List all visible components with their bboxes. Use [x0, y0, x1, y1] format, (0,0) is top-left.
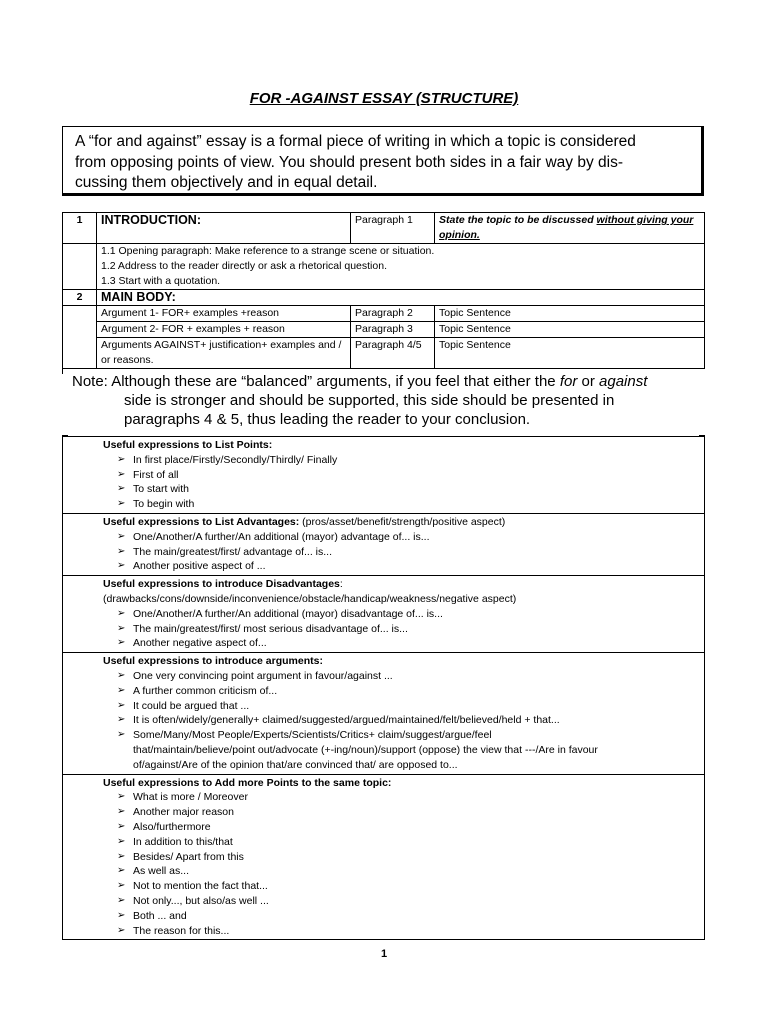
main-body-number: 2 — [63, 290, 97, 306]
argument-2: Argument 2- FOR + examples + reason — [97, 322, 351, 338]
argument-3-note: Topic Sentence — [435, 338, 705, 369]
list-item: ➢ As well as... — [133, 864, 698, 879]
arguments-list — [103, 669, 698, 743]
definition-line-3: cussing them objectively and in equal detail. — [75, 174, 378, 191]
structure-table — [62, 212, 705, 369]
main-body-heading: MAIN BODY: — [97, 290, 705, 306]
arguments-continuation-1: that/maintain/believe/point out/advocate (+-ing/noun)/support (oppose) the view that ---/Are in favour — [133, 743, 598, 756]
list-item: ➢ Besides/ Apart from this — [133, 850, 698, 865]
definition-line-2: from opposing points of view. You should present both sides in a fair way by dis- — [75, 153, 623, 171]
list-item: ➢ Not only..., but also/as well ... — [133, 894, 698, 909]
list-item: ➢ One very convincing point argument in favour/against ... — [133, 669, 698, 684]
argument-row — [63, 306, 705, 322]
introduction-options-row — [63, 244, 705, 290]
argument-3: Arguments AGAINST+ justification+ examples and / or reasons. — [97, 338, 351, 369]
list-item: ➢ Another major reason — [133, 805, 698, 820]
option-1: 1.1 Opening paragraph: Make reference to a strange scene or situation. — [101, 245, 435, 257]
page-number: 1 — [380, 948, 388, 960]
introduction-number: 1 — [63, 213, 97, 244]
option-3: 1.3 Start with a quotation. — [101, 275, 221, 287]
introduction-instruction — [435, 213, 705, 244]
list-points-list — [103, 453, 698, 512]
note-against: against — [599, 373, 648, 390]
list-points-title: Useful expressions to List Points: — [103, 439, 273, 451]
list-item: ➢ It is often/widely/generally+ claimed/suggested/argued/maintained/felt/believed/held + that... — [133, 713, 698, 728]
note-prefix: Note: Although these are “balanced” arguments, if you feel that either the — [72, 373, 560, 390]
list-item: ➢ Another negative aspect of... — [133, 636, 698, 651]
argument-2-note: Topic Sentence — [435, 322, 705, 338]
disadvantages-list — [103, 607, 698, 651]
introduction-options — [97, 244, 705, 290]
more-points-title: Useful expressions to Add more Points to the same topic: — [103, 776, 392, 789]
advantages-title: Useful expressions to List Advantages: — [103, 515, 300, 528]
arguments-continuation-2: of/against/Are of the opinion that/are convinced that/ are opposed to... — [133, 758, 458, 771]
advantages-synonyms: (pros/asset/benefit/strength/positive aspect) — [299, 515, 506, 528]
note-or: or — [577, 373, 600, 390]
argument-row — [63, 322, 705, 338]
advantages-header — [103, 515, 698, 530]
argument-3-paragraph: Paragraph 4/5 — [351, 338, 435, 369]
more-points-list — [103, 790, 698, 938]
instruction-text: State the topic to be discussed — [439, 214, 597, 226]
list-item: ➢ In addition to this/that — [133, 835, 698, 850]
argument-row — [63, 338, 705, 369]
list-item: ➢ To start with — [133, 482, 698, 497]
note-line-1 — [72, 373, 647, 390]
list-item: ➢ Also/furthermore — [133, 820, 698, 835]
introduction-row — [63, 213, 705, 244]
list-points-section — [63, 437, 705, 514]
option-2: 1.2 Address to the reader directly or ask a rhetorical question. — [101, 260, 387, 272]
disadvantages-title: Useful expressions to introduce Disadvantages — [103, 578, 340, 591]
list-item: ➢ It could be argued that ... — [133, 699, 698, 714]
list-item: ➢ A further common criticism of... — [133, 684, 698, 699]
list-item: ➢ The reason for this... — [133, 924, 698, 939]
arguments-section — [63, 653, 705, 774]
arguments-title: Useful expressions to introduce arguments: — [103, 655, 323, 668]
disadvantages-section — [63, 576, 705, 653]
corner-mark — [62, 369, 63, 374]
introduction-heading: INTRODUCTION: — [97, 213, 351, 244]
list-item: ➢ One/Another/A further/An additional (mayor) disadvantage of... is... — [133, 607, 698, 622]
list-item: ➢ In first place/Firstly/Secondly/Thirdly/ Finally — [133, 453, 698, 468]
definition-line-1: A “for and against” essay is a formal piece of writing in which a topic is considered — [75, 133, 636, 150]
list-item: ➢ First of all — [133, 468, 698, 483]
note-for: for — [559, 373, 578, 390]
list-item: ➢ To begin with — [133, 497, 698, 512]
advantages-section — [63, 513, 705, 575]
list-item: ➢ One/Another/A further/An additional (mayor) advantage of... is... — [133, 530, 698, 545]
argument-2-paragraph: Paragraph 3 — [351, 322, 435, 338]
definition-box — [62, 126, 704, 196]
disadvantages-header — [103, 577, 698, 592]
list-item: ➢ The main/greatest/first/ advantage of... is... — [133, 545, 698, 560]
disadvantages-colon: : — [339, 578, 343, 591]
main-body-row — [63, 290, 705, 306]
list-item: ➢ Some/Many/Most People/Experts/Scientists/Critics+ claim/suggest/argue/feel — [133, 728, 698, 743]
page-title: FOR -AGAINST ESSAY (STRUCTURE) — [249, 90, 519, 107]
argument-1-paragraph: Paragraph 2 — [351, 306, 435, 322]
list-item: ➢ Another positive aspect of ... — [133, 559, 698, 574]
instruction-underlined: without giving your opinion. — [439, 214, 694, 241]
note-line-2: side is stronger and should be supported, this side should be presented in — [124, 392, 615, 409]
list-item: ➢ Not to mention the fact that... — [133, 879, 698, 894]
argument-1-note: Topic Sentence — [435, 306, 705, 322]
note-line-3: paragraphs 4 & 5, thus leading the reader to your conclusion. — [124, 411, 531, 428]
expressions-table — [62, 436, 705, 940]
list-item: ➢ The main/greatest/first/ most serious disadvantage of... is... — [133, 622, 698, 637]
note-box — [62, 369, 705, 436]
introduction-paragraph: Paragraph 1 — [351, 213, 435, 244]
more-points-section — [63, 774, 705, 940]
advantages-list — [103, 530, 698, 574]
list-item: ➢ Both ... and — [133, 909, 698, 924]
disadvantages-synonyms: (drawbacks/cons/downside/inconvenience/obstacle/handicap/weakness/negative aspect) — [103, 592, 517, 605]
argument-1: Argument 1- FOR+ examples +reason — [97, 306, 351, 322]
list-item: ➢ What is more / Moreover — [133, 790, 698, 805]
